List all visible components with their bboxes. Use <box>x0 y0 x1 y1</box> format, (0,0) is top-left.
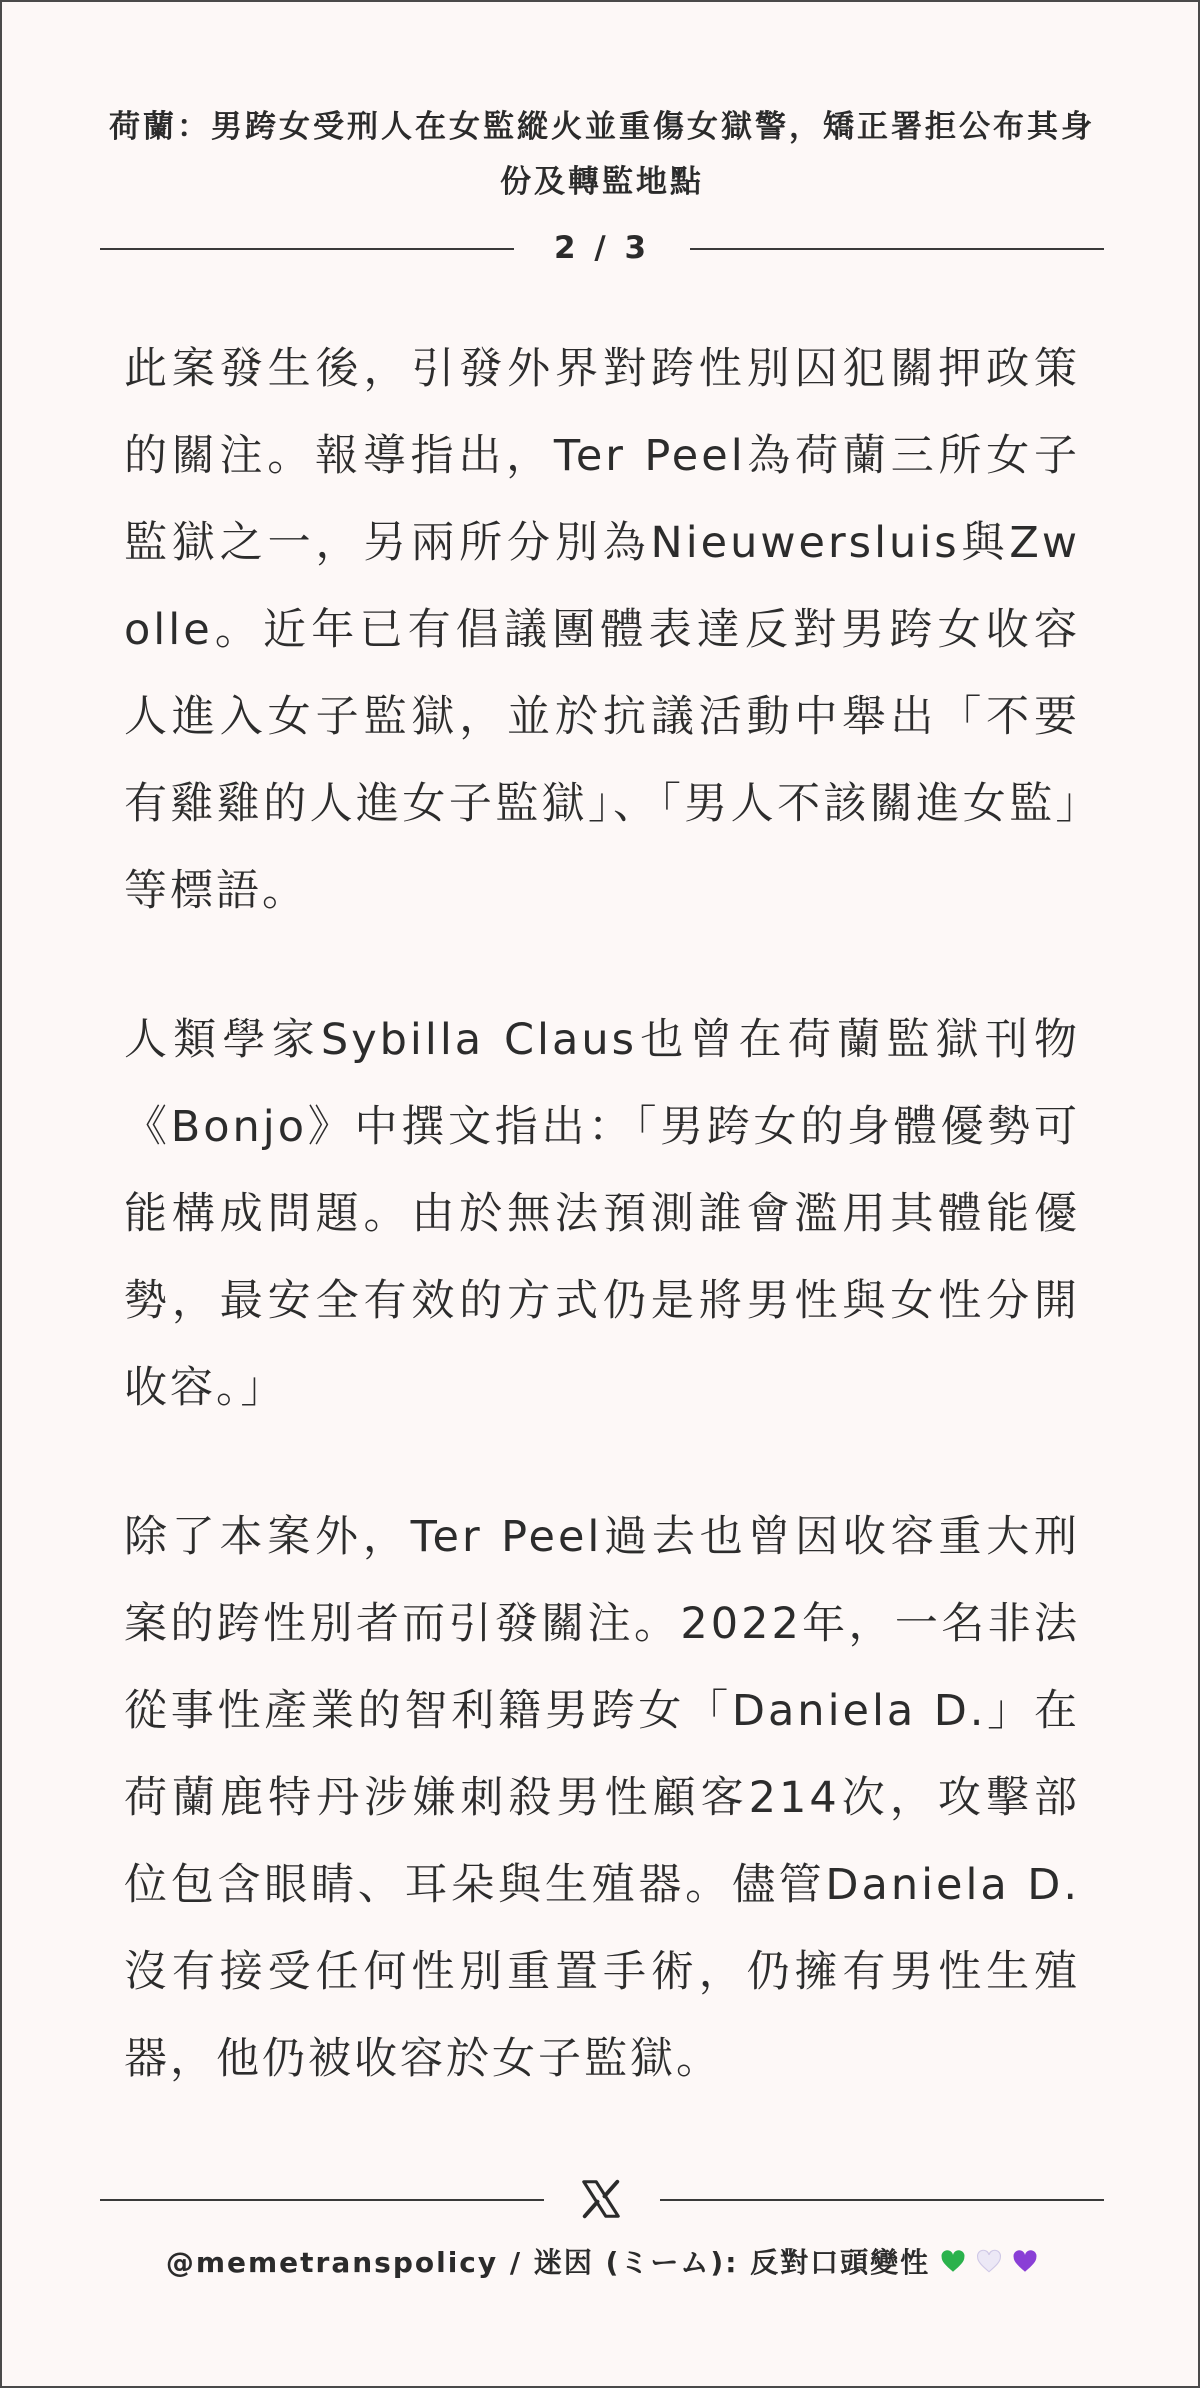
article-paragraph: 人類學家Sybilla Claus也曾在荷蘭監獄刊物《Bonjo》中撰文指出：「男跨女的身體優勢可能構成問題。由於無法預測誰會濫用其體能優勢，最安全有效的方式仍是將男性與女性分開收容。」 <box>124 1015 1080 1413</box>
page-indicator: 2 / 3 <box>553 230 651 266</box>
divider-left <box>100 248 514 250</box>
x-logo-icon[interactable] <box>578 2176 624 2222</box>
article-paragraph: 除了本案外，Ter Peel過去也曾因收容重大刑案的跨性別者而引發關注。2022年，一名非法從事性產業的智利籍男跨女「Daniela D.」在荷蘭鹿特丹涉嫌刺殺男性顧客214次，攻擊部位包含眼睛、耳朵與生殖器。儘管Daniela D.沒有接受任何性別重置手術，仍擁有男性生殖器，他仍被收容於女子監獄。 <box>124 1512 1080 2084</box>
handle-text: @memetranspolicy / 迷因 (ミーム): 反對口頭變性 <box>165 2246 931 2279</box>
article-body <box>124 326 1080 2165</box>
footer-handle <box>62 2238 1142 2288</box>
green-heart-icon <box>940 2249 966 2275</box>
footer-divider-row <box>100 2174 1104 2224</box>
article-paragraph: 此案發生後，引發外界對跨性別囚犯關押政策的關注。報導指出，Ter Peel為荷蘭三所女子監獄之一，另兩所分別為Nieuwersluis與Zwolle。近年已有倡議團體表達反對男跨女收容人進入女子監獄，並於抗議活動中舉出「不要有雞雞的人進女子監獄」、「男人不該關進女監」等標語。 <box>124 344 1080 916</box>
footer-divider-right <box>660 2199 1104 2201</box>
page-title: 荷蘭：男跨女受刑人在女監縱火並重傷女獄警，矯正署拒公布其身份及轉監地點 <box>109 109 1095 200</box>
footer-divider-left <box>100 2199 544 2201</box>
divider-right <box>690 248 1104 250</box>
white-heart-icon <box>976 2249 1002 2275</box>
purple-heart-icon <box>1012 2249 1038 2275</box>
pager-row <box>100 226 1104 270</box>
